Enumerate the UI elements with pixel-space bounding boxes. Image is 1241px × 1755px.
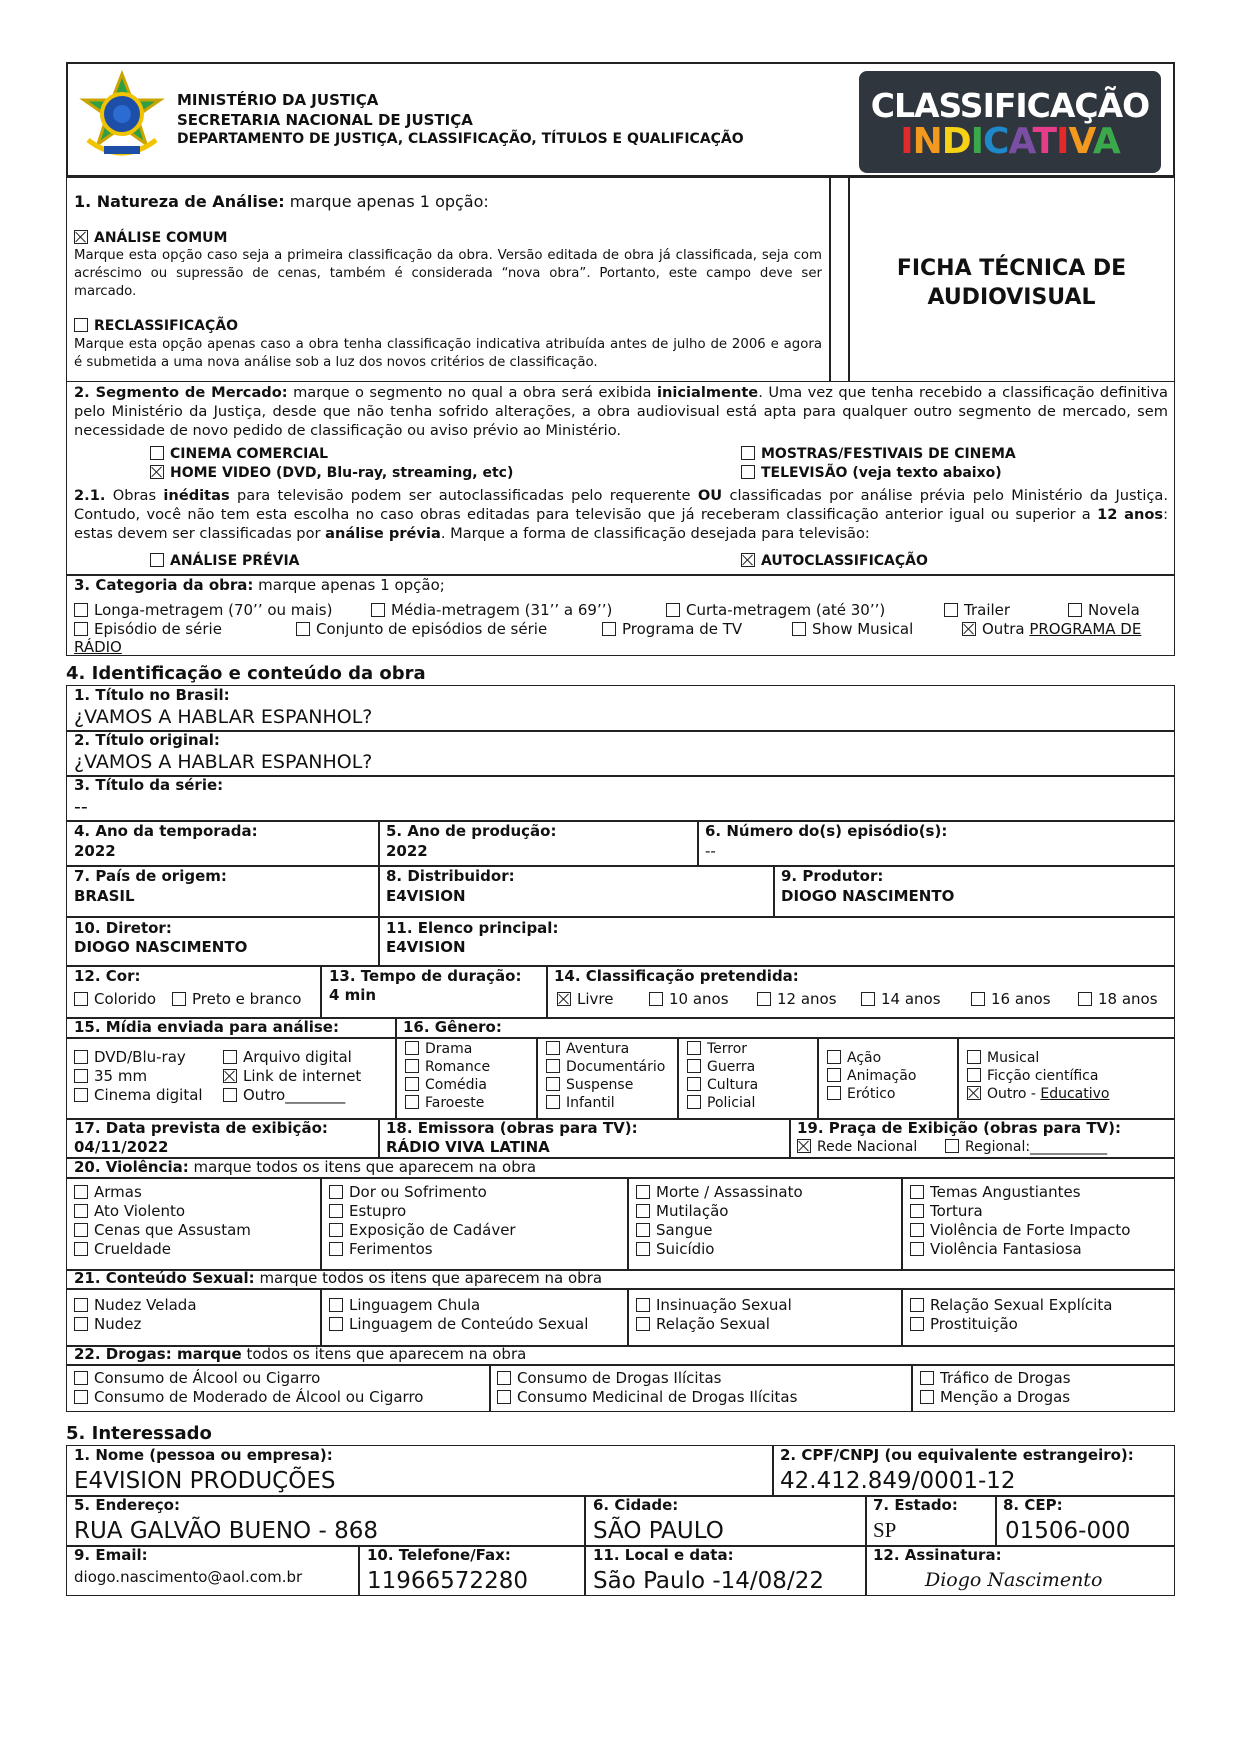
endereco-label: 5. Endereço: (74, 1496, 180, 1514)
viol-suicidio[interactable]: Suicídio (636, 1241, 714, 1258)
viol-estupro[interactable]: Estupro (329, 1203, 406, 1220)
analise-comum-desc: Marque esta opção caso seja a primeira classificação da obra. Versão editada de obra já classificada, seja com acréscimo ou supressão de cenas, também é considerada “nova obra”. Portanto, este campo deve ser marcado. (74, 248, 822, 299)
telefone-label: 10. Telefone/Fax: (367, 1546, 511, 1564)
dr-mencao[interactable]: Menção a Drogas (920, 1389, 1070, 1406)
genre-erotico-checkbox[interactable] (827, 1086, 841, 1100)
distribuidor-label: 8. Distribuidor: (386, 867, 515, 885)
cls-14[interactable]: 14 anos (861, 991, 941, 1008)
viol-exposicao-checkbox[interactable] (329, 1223, 343, 1237)
elenco-label: 11. Elenco principal: (386, 919, 559, 937)
genero-label: 16. Gênero: (403, 1018, 502, 1036)
dr-ilicitas[interactable]: Consumo de Drogas Ilícitas (497, 1370, 721, 1387)
produtor-value[interactable]: DIOGO NASCIMENTO (781, 887, 955, 905)
viol-suicidio-checkbox[interactable] (636, 1242, 650, 1256)
midia-outro[interactable]: Outro________ (223, 1087, 345, 1104)
pais-origem-value[interactable]: BRASIL (74, 887, 135, 905)
cor-pb[interactable]: Preto e branco (172, 991, 301, 1008)
analise-comum-checkbox[interactable] (74, 230, 88, 244)
genre-outro[interactable]: Outro - Educativo (967, 1086, 1109, 1102)
genre-aventura-checkbox[interactable] (546, 1041, 560, 1055)
distribuidor-value[interactable]: E4VISION (386, 887, 466, 905)
email-value[interactable]: diogo.nascimento@aol.com.br (74, 1568, 303, 1586)
viol-temas-checkbox[interactable] (910, 1185, 924, 1199)
genre-infantil[interactable]: Infantil (546, 1095, 615, 1111)
cls-12-checkbox[interactable] (757, 992, 771, 1006)
nome-label: 1. Nome (pessoa ou empresa): (74, 1446, 333, 1464)
sx-explicita-checkbox[interactable] (910, 1298, 924, 1312)
viol-morte-checkbox[interactable] (636, 1185, 650, 1199)
sx-nudez-velada-checkbox[interactable] (74, 1298, 88, 1312)
viol-ferimentos-checkbox[interactable] (329, 1242, 343, 1256)
genre-cultura[interactable]: Cultura (687, 1077, 758, 1093)
cls-12[interactable]: 12 anos (757, 991, 837, 1008)
data-exibicao-label: 17. Data prevista de exibição: (74, 1119, 328, 1137)
viol-mutilacao-checkbox[interactable] (636, 1204, 650, 1218)
viol-estupro-checkbox[interactable] (329, 1204, 343, 1218)
viol-dor-checkbox[interactable] (329, 1185, 343, 1199)
dr-ilicitas-checkbox[interactable] (497, 1371, 511, 1385)
genre-documentario-checkbox[interactable] (546, 1059, 560, 1073)
cat-novela[interactable]: Novela (1068, 602, 1140, 619)
s3-title: 3. Categoria da obra: marque apenas 1 opção; (74, 576, 445, 594)
cat-outra[interactable]: Outra PROGRAMA DE (962, 621, 1141, 638)
ano-temporada-value[interactable]: 2022 (74, 842, 116, 860)
viol-morte[interactable]: Morte / Assassinato (636, 1184, 803, 1201)
viol-ato[interactable]: Ato Violento (74, 1203, 185, 1220)
genre-outro-checkbox[interactable] (967, 1086, 981, 1100)
cinema-comercial-option[interactable]: CINEMA COMERCIAL (150, 446, 328, 462)
produtor-label: 9. Produtor: (781, 867, 884, 885)
midia-arquivo-checkbox[interactable] (223, 1050, 237, 1064)
cat-outra-value: PROGRAMA DE (1029, 620, 1142, 638)
cidade-label: 6. Cidade: (593, 1496, 679, 1514)
cat-trailer[interactable]: Trailer (944, 602, 1010, 619)
sx-insinuacao[interactable]: Insinuação Sexual (636, 1297, 792, 1314)
sx-relacao-checkbox[interactable] (636, 1317, 650, 1331)
midia-dvd-checkbox[interactable] (74, 1050, 88, 1064)
duracao-value[interactable]: 4 min (329, 986, 377, 1004)
drogas-label: 22. Drogas: marque todos os itens que aparecem na obra (74, 1345, 527, 1363)
sx-chula[interactable]: Linguagem Chula (329, 1297, 480, 1314)
duracao-label: 13. Tempo de duração: (329, 967, 522, 985)
data-exibicao-value[interactable]: 04/11/2022 (74, 1138, 169, 1156)
genre-drama[interactable]: Drama (405, 1041, 472, 1057)
classificacao-label: 14. Classificação pretendida: (554, 967, 799, 985)
cat-outra-value-2: RÁDIO (74, 638, 122, 656)
cls-16[interactable]: 16 anos (971, 991, 1051, 1008)
viol-exposicao[interactable]: Exposição de Cadáver (329, 1222, 516, 1239)
midia-dvd[interactable]: DVD/Blu-ray (74, 1049, 186, 1066)
cidade-value[interactable]: SÃO PAULO (593, 1518, 724, 1544)
genre-suspense[interactable]: Suspense (546, 1077, 633, 1093)
viol-armas[interactable]: Armas (74, 1184, 142, 1201)
dr-trafico-checkbox[interactable] (920, 1371, 934, 1385)
cat-episodio[interactable]: Episódio de série (74, 621, 222, 638)
elenco-value[interactable]: E4VISION (386, 938, 466, 956)
section-5-heading: 5. Interessado (66, 1423, 212, 1444)
cls-18[interactable]: 18 anos (1078, 991, 1158, 1008)
autoclassificacao-option[interactable]: AUTOCLASSIFICAÇÃO (741, 553, 928, 569)
form-title: FICHA TÉCNICA DE AUDIOVISUAL (896, 256, 1127, 310)
ano-producao-label: 5. Ano de produção: (386, 822, 557, 840)
estado-value[interactable]: SP (873, 1518, 897, 1542)
titulo-original-value[interactable]: ¿VAMOS A HABLAR ESPANHOL? (74, 751, 373, 773)
viol-temas[interactable]: Temas Angustiantes (910, 1184, 1081, 1201)
cat-longa[interactable]: Longa-metragem (70’’ ou mais) (74, 602, 332, 619)
cls-10-checkbox[interactable] (649, 992, 663, 1006)
cat-media-checkbox[interactable] (371, 603, 385, 617)
sx-nudez-checkbox[interactable] (74, 1317, 88, 1331)
genre-policial-checkbox[interactable] (687, 1095, 701, 1109)
dr-medicinal-checkbox[interactable] (497, 1390, 511, 1404)
viol-mutilacao[interactable]: Mutilação (636, 1203, 728, 1220)
viol-dor[interactable]: Dor ou Sofrimento (329, 1184, 487, 1201)
viol-forte-checkbox[interactable] (910, 1223, 924, 1237)
viol-armas-checkbox[interactable] (74, 1185, 88, 1199)
cat-episodio-checkbox[interactable] (74, 622, 88, 636)
genre-comedia[interactable]: Comédia (405, 1077, 487, 1093)
genre-faroeste-checkbox[interactable] (405, 1095, 419, 1109)
cat-programa-checkbox[interactable] (602, 622, 616, 636)
genre-policial[interactable]: Policial (687, 1095, 755, 1111)
cat-media[interactable]: Média-metragem (31’’ a 69’’) (371, 602, 612, 619)
section-4-heading: 4. Identificação e conteúdo da obra (66, 663, 426, 684)
reclassificacao-checkbox[interactable] (74, 318, 88, 332)
genre-ficcao-checkbox[interactable] (967, 1068, 981, 1082)
pais-origem-label: 7. País de origem: (74, 867, 227, 885)
midia-link-checkbox[interactable] (223, 1069, 237, 1083)
classificacao-indicativa-logo (859, 71, 1161, 173)
cat-longa-checkbox[interactable] (74, 603, 88, 617)
cor-colorido-checkbox[interactable] (74, 992, 88, 1006)
home-video-option[interactable]: HOME VIDEO (DVD, Blu-ray, streaming, etc) (150, 465, 513, 481)
praca-regional[interactable]: Regional:___________ (945, 1139, 1107, 1155)
cat-programa[interactable]: Programa de TV (602, 621, 742, 638)
emissora-label: 18. Emissora (obras para TV): (386, 1119, 638, 1137)
local-data-label: 11. Local e data: (593, 1546, 734, 1564)
sx-nudez-velada[interactable]: Nudez Velada (74, 1297, 197, 1314)
violencia-label: 20. Violência: marque todos os itens que aparecem na obra (74, 1158, 537, 1176)
midia-arquivo[interactable]: Arquivo digital (223, 1049, 352, 1066)
viol-crueldade[interactable]: Crueldade (74, 1241, 171, 1258)
genre-terror[interactable]: Terror (687, 1041, 747, 1057)
cls-16-checkbox[interactable] (971, 992, 985, 1006)
ministry-name: MINISTÉRIO DA JUSTIÇA (177, 91, 379, 109)
logo-bottom-text: INDICATIVA (900, 121, 1120, 162)
cor-pb-checkbox[interactable] (172, 992, 186, 1006)
reclassificacao-desc: Marque esta opção apenas caso a obra tenha classificação indicativa atribuída antes de julho de 2006 e agora é submetida a uma nova análise sob a luz dos novos critérios de classificação. (74, 337, 822, 370)
genre-faroeste[interactable]: Faroeste (405, 1095, 484, 1111)
midia-cinema[interactable]: Cinema digital (74, 1087, 203, 1104)
dr-alcool[interactable]: Consumo de Álcool ou Cigarro (74, 1370, 320, 1387)
dr-moderado-checkbox[interactable] (74, 1390, 88, 1404)
midia-35mm-checkbox[interactable] (74, 1069, 88, 1083)
viol-crueldade-checkbox[interactable] (74, 1242, 88, 1256)
s1-title: 1. Natureza de Análise: marque apenas 1 opção: (74, 192, 489, 211)
cat-novela-checkbox[interactable] (1068, 603, 1082, 617)
genre-animacao[interactable]: Animação (827, 1068, 916, 1084)
nome-value[interactable]: E4VISION PRODUÇÕES (74, 1468, 336, 1494)
cat-trailer-checkbox[interactable] (944, 603, 958, 617)
dr-trafico[interactable]: Tráfico de Drogas (920, 1370, 1071, 1387)
titulo-serie-label: 3. Título da série: (74, 776, 224, 794)
estado-label: 7. Estado: (873, 1496, 958, 1514)
autoclassificacao-checkbox[interactable] (741, 553, 755, 567)
midia-label: 15. Mídia enviada para análise: (74, 1018, 339, 1036)
genre-musical[interactable]: Musical (967, 1050, 1039, 1066)
reclassificacao-option[interactable]: RECLASSIFICAÇÃO (74, 318, 238, 334)
cat-outra-checkbox[interactable] (962, 622, 976, 636)
cls-livre[interactable]: Livre (557, 991, 613, 1008)
genre-guerra-checkbox[interactable] (687, 1059, 701, 1073)
genre-animacao-checkbox[interactable] (827, 1068, 841, 1082)
genre-drama-checkbox[interactable] (405, 1041, 419, 1055)
midia-cinema-checkbox[interactable] (74, 1088, 88, 1102)
dr-moderado[interactable]: Consumo de Moderado de Álcool ou Cigarro (74, 1389, 423, 1406)
s2-text: 2. Segmento de Mercado: marque o segmento no qual a obra será exibida inicialmente. Uma vez que tenha recebido a classificação definitiva pelo Ministério da Justiça, desde que não tenha sofrido alterações, a obra audiovisual está apta para qualquer outro segmento de mercado, sem necessidade de novo pedido de classificação ou aviso prévio ao Ministério. (74, 384, 1169, 439)
viol-fantasiosa[interactable]: Violência Fantasiosa (910, 1241, 1082, 1258)
cat-curta[interactable]: Curta-metragem (até 30’’) (666, 602, 885, 619)
dr-alcool-checkbox[interactable] (74, 1371, 88, 1385)
titulo-brasil-value[interactable]: ¿VAMOS A HABLAR ESPANHOL? (74, 706, 373, 728)
department-name: DEPARTAMENTO DE JUSTIÇA, CLASSIFICAÇÃO, TÍTULOS E QUALIFICAÇÃO (177, 131, 744, 147)
genre-guerra[interactable]: Guerra (687, 1059, 755, 1075)
genre-comedia-checkbox[interactable] (405, 1077, 419, 1091)
dr-mencao-checkbox[interactable] (920, 1390, 934, 1404)
assinatura-label: 12. Assinatura: (873, 1546, 1002, 1564)
sexual-label: 21. Conteúdo Sexual: marque todos os itens que aparecem na obra (74, 1269, 603, 1287)
viol-forte[interactable]: Violência de Forte Impacto (910, 1222, 1130, 1239)
sx-explicita[interactable]: Relação Sexual Explícita (910, 1297, 1112, 1314)
logo-top-text: CLASSIFICAÇÃO (870, 86, 1150, 125)
cep-value[interactable]: 01506-000 (1005, 1518, 1131, 1544)
genre-documentario[interactable]: Documentário (546, 1059, 665, 1075)
praca-regional-checkbox[interactable] (945, 1139, 959, 1153)
genre-cultura-checkbox[interactable] (687, 1077, 701, 1091)
viol-sangue[interactable]: Sangue (636, 1222, 712, 1239)
episodios-value[interactable]: -- (705, 842, 716, 860)
sx-insinuacao-checkbox[interactable] (636, 1298, 650, 1312)
televisao-option[interactable]: TELEVISÃO (veja texto abaixo) (741, 465, 1002, 481)
genre-musical-checkbox[interactable] (967, 1050, 981, 1064)
analise-comum-option[interactable]: ANÁLISE COMUM (74, 230, 227, 246)
sx-relacao[interactable]: Relação Sexual (636, 1316, 770, 1333)
cep-label: 8. CEP: (1003, 1496, 1063, 1514)
brasao-emblem (74, 70, 170, 166)
viol-tortura[interactable]: Tortura (910, 1203, 983, 1220)
sx-prostituicao[interactable]: Prostituição (910, 1316, 1018, 1333)
sx-prostituicao-checkbox[interactable] (910, 1317, 924, 1331)
sx-chula-checkbox[interactable] (329, 1298, 343, 1312)
viol-fantasiosa-checkbox[interactable] (910, 1242, 924, 1256)
cat-show[interactable]: Show Musical (792, 621, 913, 638)
genre-suspense-checkbox[interactable] (546, 1077, 560, 1091)
cat-conjunto-checkbox[interactable] (296, 622, 310, 636)
genre-acao-checkbox[interactable] (827, 1050, 841, 1064)
viol-ato-checkbox[interactable] (74, 1204, 88, 1218)
praca-rede[interactable]: Rede Nacional (797, 1139, 917, 1155)
diretor-value[interactable]: DIOGO NASCIMENTO (74, 938, 248, 956)
genre-romance[interactable]: Romance (405, 1059, 490, 1075)
viol-sangue-checkbox[interactable] (636, 1223, 650, 1237)
sx-linguagem[interactable]: Linguagem de Conteúdo Sexual (329, 1316, 588, 1333)
midia-outro-checkbox[interactable] (223, 1088, 237, 1102)
cls-livre-checkbox[interactable] (557, 992, 571, 1006)
genre-terror-checkbox[interactable] (687, 1041, 701, 1055)
ano-producao-value[interactable]: 2022 (386, 842, 428, 860)
televisao-checkbox[interactable] (741, 465, 755, 479)
viol-ferimentos[interactable]: Ferimentos (329, 1241, 433, 1258)
cls-10[interactable]: 10 anos (649, 991, 729, 1008)
dr-medicinal[interactable]: Consumo Medicinal de Drogas Ilícitas (497, 1389, 797, 1406)
s21-text: 2.1. Obras inéditas para televisão podem ser autoclassificadas pelo requerente OU classificadas por análise prévia pelo Ministério da Justiça. Contudo, você não tem esta escolha no caso obras editadas para televisão que já receberam classificação anterior igual ou superior a 12 anos: estas devem ser classificadas por análise prévia. Marque a forma de classificação desejada para televisão: (74, 487, 1168, 542)
praca-label: 19. Praça de Exibição (obras para TV): (797, 1119, 1122, 1137)
cor-colorido[interactable]: Colorido (74, 991, 156, 1008)
cinema-comercial-checkbox[interactable] (150, 446, 164, 460)
titulo-brasil-label: 1. Título no Brasil: (74, 686, 230, 704)
assinatura-value[interactable]: Diogo Nascimento (925, 1569, 1103, 1591)
genre-outro-value: Educativo (1040, 1086, 1110, 1102)
cpf-value[interactable]: 42.412.849/0001-12 (780, 1468, 1016, 1494)
mostras-checkbox[interactable] (741, 446, 755, 460)
local-data-value[interactable]: São Paulo -14/08/22 (593, 1568, 824, 1594)
midia-35mm[interactable]: 35 mm (74, 1068, 147, 1085)
genre-infantil-checkbox[interactable] (546, 1095, 560, 1109)
viol-cenas-checkbox[interactable] (74, 1223, 88, 1237)
midia-link[interactable]: Link de internet (223, 1068, 361, 1085)
genre-ficcao[interactable]: Ficção científica (967, 1068, 1098, 1084)
genre-acao[interactable]: Ação (827, 1050, 881, 1066)
genre-erotico[interactable]: Erótico (827, 1086, 896, 1102)
cat-curta-checkbox[interactable] (666, 603, 680, 617)
viol-tortura-checkbox[interactable] (910, 1204, 924, 1218)
home-video-checkbox[interactable] (150, 465, 164, 479)
email-label: 9. Email: (74, 1546, 148, 1564)
viol-cenas[interactable]: Cenas que Assustam (74, 1222, 251, 1239)
genre-aventura[interactable]: Aventura (546, 1041, 629, 1057)
diretor-label: 10. Diretor: (74, 919, 172, 937)
episodios-label: 6. Número do(s) episódio(s): (705, 822, 948, 840)
analise-previa-option[interactable]: ANÁLISE PRÉVIA (150, 553, 300, 569)
titulo-original-label: 2. Título original: (74, 731, 220, 749)
praca-rede-checkbox[interactable] (797, 1139, 811, 1153)
genre-romance-checkbox[interactable] (405, 1059, 419, 1073)
titulo-serie-value[interactable]: -- (74, 796, 88, 818)
telefone-value[interactable]: 11966572280 (367, 1568, 528, 1594)
secretariat-name: SECRETARIA NACIONAL DE JUSTIÇA (177, 111, 473, 129)
cor-label: 12. Cor: (74, 967, 141, 985)
sx-nudez[interactable]: Nudez (74, 1316, 141, 1333)
sx-linguagem-checkbox[interactable] (329, 1317, 343, 1331)
cls-18-checkbox[interactable] (1078, 992, 1092, 1006)
endereco-value[interactable]: RUA GALVÃO BUENO - 868 (74, 1518, 378, 1544)
cpf-label: 2. CPF/CNPJ (ou equivalente estrangeiro): (780, 1446, 1134, 1464)
cat-conjunto[interactable]: Conjunto de episódios de série (296, 621, 547, 638)
emissora-value[interactable]: RÁDIO VIVA LATINA (386, 1138, 550, 1156)
cat-show-checkbox[interactable] (792, 622, 806, 636)
ano-temporada-label: 4. Ano da temporada: (74, 822, 258, 840)
mostras-option[interactable]: MOSTRAS/FESTIVAIS DE CINEMA (741, 446, 1016, 462)
analise-previa-checkbox[interactable] (150, 553, 164, 567)
cls-14-checkbox[interactable] (861, 992, 875, 1006)
